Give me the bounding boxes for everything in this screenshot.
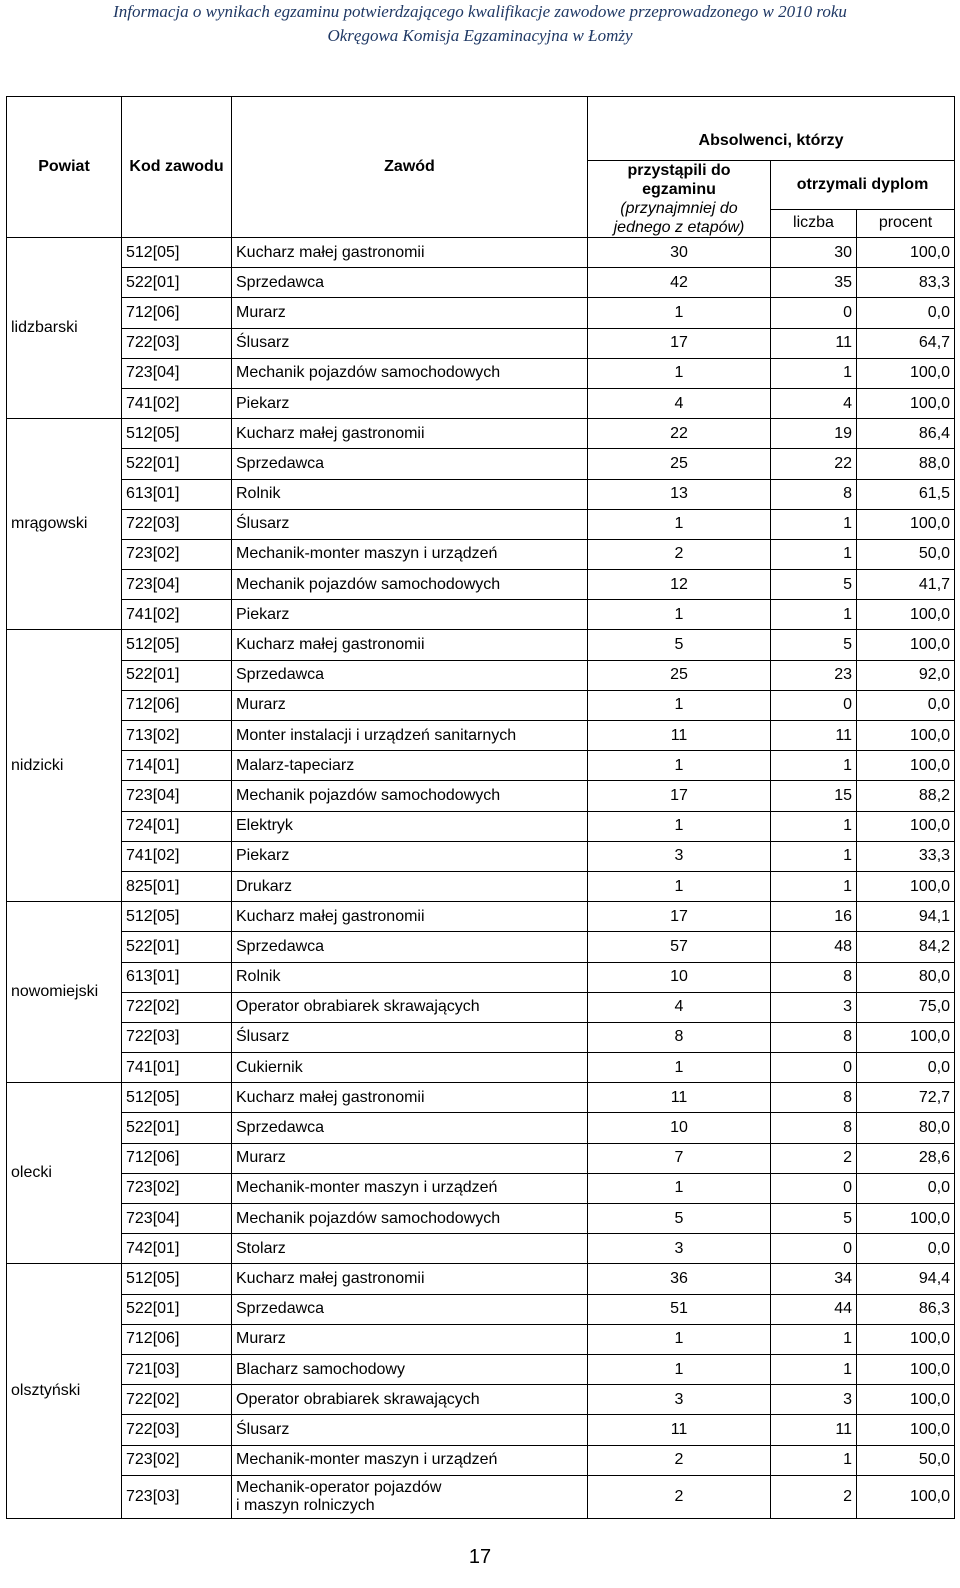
- procent-cell: 100,0: [857, 600, 955, 630]
- przystapili-cell: 4: [588, 992, 771, 1022]
- zawod-cell: Monter instalacji i urządzeń sanitarnych: [232, 721, 588, 751]
- table-row: [7, 1234, 955, 1264]
- kod-cell: 741[02]: [122, 841, 232, 871]
- przystapili-cell: 1: [588, 600, 771, 630]
- przystapili-cell: 11: [588, 1415, 771, 1445]
- kod-cell: 722[03]: [122, 328, 232, 358]
- zawod-cell: Sprzedawca: [232, 449, 588, 479]
- table-row: [7, 238, 955, 268]
- procent-cell: 0,0: [857, 1173, 955, 1203]
- header-przystapili-note-1: (przynajmniej do: [620, 200, 738, 217]
- liczba-cell: 3: [771, 992, 857, 1022]
- kod-cell: 723[02]: [122, 1445, 232, 1475]
- liczba-cell: 35: [771, 268, 857, 298]
- przystapili-cell: 36: [588, 1264, 771, 1294]
- liczba-cell: 1: [771, 539, 857, 569]
- kod-cell: 721[03]: [122, 1354, 232, 1384]
- przystapili-cell: 57: [588, 932, 771, 962]
- table-row: [7, 1143, 955, 1173]
- zawod-cell: Piekarz: [232, 841, 588, 871]
- zawod-cell: Ślusarz: [232, 328, 588, 358]
- procent-cell: 75,0: [857, 992, 955, 1022]
- kod-cell: 724[01]: [122, 811, 232, 841]
- table-row: [7, 902, 955, 932]
- zawod-cell: Piekarz: [232, 600, 588, 630]
- przystapili-cell: 1: [588, 509, 771, 539]
- kod-cell: 522[01]: [122, 1294, 232, 1324]
- header-powiat: Powiat: [7, 97, 122, 238]
- table-row: [7, 388, 955, 418]
- zawod-cell: Sprzedawca: [232, 660, 588, 690]
- procent-cell: 50,0: [857, 539, 955, 569]
- liczba-cell: 1: [771, 509, 857, 539]
- document-header-title: Informacja o wynikach egzaminu potwierdzającego kwalifikacje zawodowe przeprowadzonego w 2010 roku: [113, 2, 847, 21]
- zawod-line-2: i maszyn rolniczych: [236, 1496, 375, 1514]
- procent-cell: 100,0: [857, 388, 955, 418]
- header-przystapili-note-2: jednego z etapów): [613, 219, 745, 236]
- przystapili-cell: 1: [588, 298, 771, 328]
- procent-cell: 88,0: [857, 449, 955, 479]
- procent-cell: 100,0: [857, 1415, 955, 1445]
- liczba-cell: 5: [771, 1204, 857, 1234]
- liczba-cell: 8: [771, 1022, 857, 1052]
- kod-cell: 522[01]: [122, 660, 232, 690]
- table-row: [7, 419, 955, 449]
- table-row: [7, 358, 955, 388]
- table-row: [7, 268, 955, 298]
- kod-cell: 613[01]: [122, 479, 232, 509]
- table-row: [7, 1022, 955, 1052]
- kod-cell: 713[02]: [122, 721, 232, 751]
- liczba-cell: 2: [771, 1143, 857, 1173]
- zawod-cell: Murarz: [232, 690, 588, 720]
- liczba-cell: 1: [771, 841, 857, 871]
- table-row: [7, 539, 955, 569]
- kod-cell: 522[01]: [122, 268, 232, 298]
- powiat-cell: lidzbarski: [7, 238, 122, 419]
- liczba-cell: 44: [771, 1294, 857, 1324]
- przystapili-cell: 17: [588, 902, 771, 932]
- liczba-cell: 0: [771, 1234, 857, 1264]
- zawod-cell: Murarz: [232, 1143, 588, 1173]
- kod-cell: 512[05]: [122, 419, 232, 449]
- table-row: [7, 328, 955, 358]
- kod-cell: 512[05]: [122, 1083, 232, 1113]
- procent-cell: 28,6: [857, 1143, 955, 1173]
- table-row: [7, 1385, 955, 1415]
- table-row: [7, 932, 955, 962]
- procent-cell: 61,5: [857, 479, 955, 509]
- results-table-body: [7, 238, 955, 1519]
- procent-cell: 100,0: [857, 238, 955, 268]
- kod-cell: 723[04]: [122, 570, 232, 600]
- przystapili-cell: 1: [588, 1324, 771, 1354]
- przystapili-cell: 12: [588, 570, 771, 600]
- table-row: [7, 1264, 955, 1294]
- kod-cell: 712[06]: [122, 1143, 232, 1173]
- table-row: [7, 298, 955, 328]
- procent-cell: 0,0: [857, 298, 955, 328]
- liczba-cell: 1: [771, 600, 857, 630]
- table-row: [7, 871, 955, 901]
- przystapili-cell: 5: [588, 630, 771, 660]
- header-absolwenci: Absolwenci, którzy: [588, 97, 955, 161]
- header-zawod: Zawód: [232, 97, 588, 238]
- liczba-cell: 8: [771, 479, 857, 509]
- zawod-cell: Stolarz: [232, 1234, 588, 1264]
- powiat-cell: olecki: [7, 1083, 122, 1264]
- table-row: [7, 660, 955, 690]
- kod-cell: 722[02]: [122, 1385, 232, 1415]
- liczba-cell: 1: [771, 751, 857, 781]
- przystapili-cell: 1: [588, 811, 771, 841]
- kod-cell: 741[02]: [122, 600, 232, 630]
- zawod-cell: Mechanik pojazdów samochodowych: [232, 781, 588, 811]
- przystapili-cell: 1: [588, 871, 771, 901]
- procent-cell: 41,7: [857, 570, 955, 600]
- przystapili-cell: 13: [588, 479, 771, 509]
- table-row: [7, 992, 955, 1022]
- liczba-cell: 1: [771, 1445, 857, 1475]
- zawod-cell: Mechanik pojazdów samochodowych: [232, 1204, 588, 1234]
- przystapili-cell: 1: [588, 1173, 771, 1203]
- liczba-cell: 5: [771, 630, 857, 660]
- liczba-cell: 11: [771, 1415, 857, 1445]
- zawod-cell: Sprzedawca: [232, 1113, 588, 1143]
- kod-cell: 722[02]: [122, 992, 232, 1022]
- table-row: [7, 962, 955, 992]
- liczba-cell: 0: [771, 298, 857, 328]
- kod-cell: 714[01]: [122, 751, 232, 781]
- table-row: [7, 600, 955, 630]
- zawod-cell: Mechanik pojazdów samochodowych: [232, 358, 588, 388]
- zawod-cell: Kucharz małej gastronomii: [232, 902, 588, 932]
- procent-cell: 94,4: [857, 1264, 955, 1294]
- zawod-cell: Rolnik: [232, 479, 588, 509]
- przystapili-cell: 2: [588, 1445, 771, 1475]
- liczba-cell: 30: [771, 238, 857, 268]
- przystapili-cell: 10: [588, 962, 771, 992]
- przystapili-cell: 3: [588, 1385, 771, 1415]
- zawod-cell: Operator obrabiarek skrawających: [232, 1385, 588, 1415]
- procent-cell: 92,0: [857, 660, 955, 690]
- procent-cell: 94,1: [857, 902, 955, 932]
- table-row: [7, 1173, 955, 1203]
- table-row: [7, 811, 955, 841]
- kod-cell: 522[01]: [122, 932, 232, 962]
- liczba-cell: 15: [771, 781, 857, 811]
- table-row: [7, 1113, 955, 1143]
- przystapili-cell: 42: [588, 268, 771, 298]
- procent-cell: 100,0: [857, 751, 955, 781]
- table-row: [7, 449, 955, 479]
- liczba-cell: 0: [771, 690, 857, 720]
- zawod-cell: Kucharz małej gastronomii: [232, 238, 588, 268]
- przystapili-cell: 1: [588, 1354, 771, 1384]
- liczba-cell: 0: [771, 1173, 857, 1203]
- table-row: [7, 509, 955, 539]
- przystapili-cell: 11: [588, 1083, 771, 1113]
- table-row: [7, 1294, 955, 1324]
- kod-cell: 723[04]: [122, 358, 232, 388]
- przystapili-cell: 7: [588, 1143, 771, 1173]
- procent-cell: 84,2: [857, 932, 955, 962]
- zawod-cell: Cukiernik: [232, 1053, 588, 1083]
- przystapili-cell: 25: [588, 660, 771, 690]
- liczba-cell: 2: [771, 1475, 857, 1518]
- kod-cell: 522[01]: [122, 449, 232, 479]
- procent-cell: 100,0: [857, 630, 955, 660]
- zawod-cell: Blacharz samochodowy: [232, 1354, 588, 1384]
- liczba-cell: 1: [771, 871, 857, 901]
- powiat-cell: mrągowski: [7, 419, 122, 630]
- procent-cell: 100,0: [857, 1204, 955, 1234]
- table-row: [7, 781, 955, 811]
- procent-cell: 86,3: [857, 1294, 955, 1324]
- liczba-cell: 8: [771, 1083, 857, 1113]
- kod-cell: 613[01]: [122, 962, 232, 992]
- przystapili-cell: 1: [588, 751, 771, 781]
- kod-cell: 723[02]: [122, 539, 232, 569]
- liczba-cell: 22: [771, 449, 857, 479]
- przystapili-cell: 1: [588, 358, 771, 388]
- zawod-cell: Mechanik pojazdów samochodowych: [232, 570, 588, 600]
- zawod-cell: Operator obrabiarek skrawających: [232, 992, 588, 1022]
- procent-cell: 72,7: [857, 1083, 955, 1113]
- procent-cell: 83,3: [857, 268, 955, 298]
- procent-cell: 100,0: [857, 1385, 955, 1415]
- przystapili-cell: 25: [588, 449, 771, 479]
- kod-cell: 522[01]: [122, 1113, 232, 1143]
- table-row: [7, 1445, 955, 1475]
- kod-cell: 742[01]: [122, 1234, 232, 1264]
- zawod-cell: Kucharz małej gastronomii: [232, 419, 588, 449]
- table-row: [7, 751, 955, 781]
- zawod-cell: Elektryk: [232, 811, 588, 841]
- table-row: [7, 690, 955, 720]
- liczba-cell: 1: [771, 811, 857, 841]
- liczba-cell: 11: [771, 721, 857, 751]
- zawod-cell: Sprzedawca: [232, 932, 588, 962]
- przystapili-cell: 1: [588, 1053, 771, 1083]
- zawod-cell: Drukarz: [232, 871, 588, 901]
- przystapili-cell: 10: [588, 1113, 771, 1143]
- header-otrzymali: otrzymali dyplom: [771, 161, 955, 210]
- zawod-cell: Ślusarz: [232, 1415, 588, 1445]
- results-table: [6, 96, 955, 1519]
- procent-cell: 33,3: [857, 841, 955, 871]
- powiat-cell: olsztyński: [7, 1264, 122, 1518]
- table-row: [7, 479, 955, 509]
- zawod-cell: Sprzedawca: [232, 268, 588, 298]
- przystapili-cell: 2: [588, 539, 771, 569]
- liczba-cell: 8: [771, 962, 857, 992]
- przystapili-cell: 17: [588, 328, 771, 358]
- kod-cell: 741[01]: [122, 1053, 232, 1083]
- kod-cell: 723[03]: [122, 1475, 232, 1518]
- header-przystapili: [588, 161, 771, 238]
- zawod-cell: [232, 1475, 588, 1518]
- przystapili-cell: 3: [588, 1234, 771, 1264]
- zawod-cell: Murarz: [232, 1324, 588, 1354]
- przystapili-cell: 17: [588, 781, 771, 811]
- zawod-cell: Kucharz małej gastronomii: [232, 630, 588, 660]
- table-row: [7, 1204, 955, 1234]
- liczba-cell: 19: [771, 419, 857, 449]
- powiat-cell: nowomiejski: [7, 902, 122, 1083]
- liczba-cell: 1: [771, 1354, 857, 1384]
- procent-cell: 100,0: [857, 871, 955, 901]
- page-number: 17: [468, 1546, 492, 1568]
- kod-cell: 722[03]: [122, 509, 232, 539]
- zawod-cell: Ślusarz: [232, 1022, 588, 1052]
- document-header-subtitle: Okręgowa Komisja Egzaminacyjna w Łomży: [327, 26, 633, 45]
- procent-cell: 50,0: [857, 1445, 955, 1475]
- liczba-cell: 34: [771, 1264, 857, 1294]
- procent-cell: 88,2: [857, 781, 955, 811]
- kod-cell: 712[06]: [122, 690, 232, 720]
- procent-cell: 80,0: [857, 1113, 955, 1143]
- liczba-cell: 1: [771, 358, 857, 388]
- table-row: [7, 721, 955, 751]
- table-row: [7, 841, 955, 871]
- zawod-cell: Piekarz: [232, 388, 588, 418]
- procent-cell: 0,0: [857, 1234, 955, 1264]
- kod-cell: 722[03]: [122, 1415, 232, 1445]
- kod-cell: 723[02]: [122, 1173, 232, 1203]
- przystapili-cell: 5: [588, 1204, 771, 1234]
- kod-cell: 741[02]: [122, 388, 232, 418]
- procent-cell: 100,0: [857, 1022, 955, 1052]
- zawod-cell: Kucharz małej gastronomii: [232, 1264, 588, 1294]
- kod-cell: 512[05]: [122, 238, 232, 268]
- table-row: [7, 630, 955, 660]
- header-przystapili-label: przystąpili do egzaminu: [627, 162, 731, 198]
- zawod-cell: Malarz-tapeciarz: [232, 751, 588, 781]
- header-procent: procent: [857, 209, 955, 237]
- header-kod-zawodu: Kod zawodu: [122, 97, 232, 238]
- procent-cell: 100,0: [857, 1354, 955, 1384]
- kod-cell: 723[04]: [122, 781, 232, 811]
- zawod-cell: Murarz: [232, 298, 588, 328]
- przystapili-cell: 30: [588, 238, 771, 268]
- przystapili-cell: 1: [588, 690, 771, 720]
- table-row: [7, 1053, 955, 1083]
- kod-cell: 723[04]: [122, 1204, 232, 1234]
- kod-cell: 712[06]: [122, 1324, 232, 1354]
- przystapili-cell: 4: [588, 388, 771, 418]
- liczba-cell: 3: [771, 1385, 857, 1415]
- table-row: [7, 1083, 955, 1113]
- table-row: [7, 1324, 955, 1354]
- kod-cell: 712[06]: [122, 298, 232, 328]
- zawod-cell: Ślusarz: [232, 509, 588, 539]
- liczba-cell: 0: [771, 1053, 857, 1083]
- procent-cell: 100,0: [857, 509, 955, 539]
- przystapili-cell: 3: [588, 841, 771, 871]
- kod-cell: 512[05]: [122, 630, 232, 660]
- table-row: [7, 1354, 955, 1384]
- header-liczba: liczba: [771, 209, 857, 237]
- liczba-cell: 1: [771, 1324, 857, 1354]
- liczba-cell: 8: [771, 1113, 857, 1143]
- table-row: [7, 1415, 955, 1445]
- zawod-line-1: Mechanik-operator pojazdów: [236, 1478, 442, 1496]
- procent-cell: 100,0: [857, 721, 955, 751]
- procent-cell: 100,0: [857, 811, 955, 841]
- kod-cell: 512[05]: [122, 902, 232, 932]
- zawod-cell: Sprzedawca: [232, 1294, 588, 1324]
- zawod-cell: Kucharz małej gastronomii: [232, 1083, 588, 1113]
- kod-cell: 825[01]: [122, 871, 232, 901]
- procent-cell: 86,4: [857, 419, 955, 449]
- liczba-cell: 4: [771, 388, 857, 418]
- zawod-cell: Mechanik-monter maszyn i urządzeń: [232, 1445, 588, 1475]
- liczba-cell: 48: [771, 932, 857, 962]
- kod-cell: 722[03]: [122, 1022, 232, 1052]
- table-row: [7, 1475, 955, 1518]
- liczba-cell: 5: [771, 570, 857, 600]
- zawod-cell: Mechanik-monter maszyn i urządzeń: [232, 1173, 588, 1203]
- procent-cell: 100,0: [857, 358, 955, 388]
- przystapili-cell: 51: [588, 1294, 771, 1324]
- procent-cell: 0,0: [857, 690, 955, 720]
- zawod-cell: Mechanik-monter maszyn i urządzeń: [232, 539, 588, 569]
- table-row: [7, 570, 955, 600]
- procent-cell: 100,0: [857, 1324, 955, 1354]
- kod-cell: 512[05]: [122, 1264, 232, 1294]
- liczba-cell: 16: [771, 902, 857, 932]
- liczba-cell: 11: [771, 328, 857, 358]
- powiat-cell: nidzicki: [7, 630, 122, 902]
- zawod-cell: Rolnik: [232, 962, 588, 992]
- przystapili-cell: 11: [588, 721, 771, 751]
- liczba-cell: 23: [771, 660, 857, 690]
- procent-cell: 80,0: [857, 962, 955, 992]
- przystapili-cell: 2: [588, 1475, 771, 1518]
- przystapili-cell: 8: [588, 1022, 771, 1052]
- przystapili-cell: 22: [588, 419, 771, 449]
- procent-cell: 64,7: [857, 328, 955, 358]
- procent-cell: 0,0: [857, 1053, 955, 1083]
- procent-cell: 100,0: [857, 1475, 955, 1518]
